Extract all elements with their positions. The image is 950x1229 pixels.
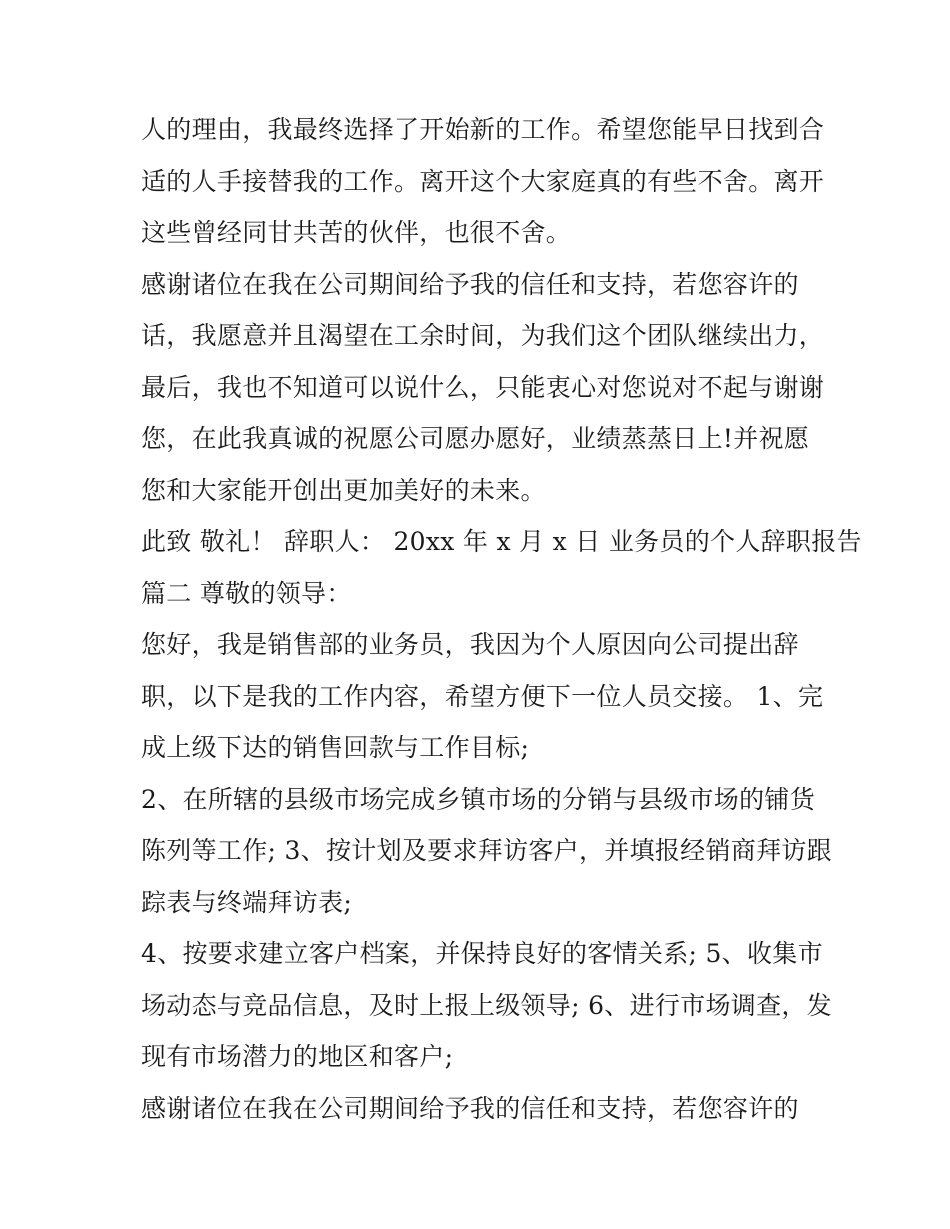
text-line: 职，以下是我的工作内容，希望方便下一位人员交接。 1、完 bbox=[141, 681, 824, 711]
text-line: 最后，我也不知道可以说什么，只能衷心对您说对不起与谢谢 bbox=[141, 372, 825, 402]
text-line: 您，在此我真诚的祝愿公司愿办愿好，业绩蒸蒸日上!并祝愿 bbox=[141, 424, 810, 453]
text-line: 话，我愿意并且渴望在工余时间，为我们这个团队继续出力， bbox=[141, 321, 825, 350]
text-line: 这些曾经同甘共苦的伙伴，也很不舍。 bbox=[141, 218, 572, 247]
text-line: 此致 敬礼！ 辞职人： 20xx 年 x 月 x 日 业务员的个人辞职报告 bbox=[141, 527, 862, 556]
text-line: 感谢诸位在我在公司期间给予我的信任和支持，若您容许的 bbox=[141, 1093, 799, 1123]
text-line: 陈列等工作; 3、按计划及要求拜访客户，并填报经销商拜访跟 bbox=[141, 836, 832, 865]
text-line: 人的理由，我最终选择了开始新的工作。希望您能早日找到合 bbox=[141, 115, 825, 144]
text-line: 适的人手接替我的工作。离开这个大家庭真的有些不舍。离开 bbox=[141, 166, 825, 196]
text-line: 现有市场潜力的地区和客户; bbox=[141, 1042, 454, 1071]
text-line: 您好，我是销售部的业务员，我因为个人原因向公司提出辞 bbox=[141, 630, 799, 659]
text-line: 成上级下达的销售回款与工作目标; bbox=[141, 733, 530, 762]
text-line: 篇二 尊敬的领导： bbox=[141, 578, 352, 608]
text-line: 2、在所辖的县级市场完成乡镇市场的分销与县级市场的铺货 bbox=[141, 784, 816, 814]
text-line: 您和大家能开创出更加美好的未来。 bbox=[141, 475, 546, 505]
text-line: 踪表与终端拜访表; bbox=[141, 887, 353, 917]
text-line: 4、按要求建立客户档案，并保持良好的客情关系; 5、收集市 bbox=[141, 939, 823, 968]
text-line: 场动态与竞品信息，及时上报上级领导; 6、进行市场调查，发 bbox=[141, 990, 832, 1020]
document-body bbox=[141, 104, 862, 1134]
text-line: 感谢诸位在我在公司期间给予我的信任和支持，若您容许的 bbox=[141, 269, 799, 299]
